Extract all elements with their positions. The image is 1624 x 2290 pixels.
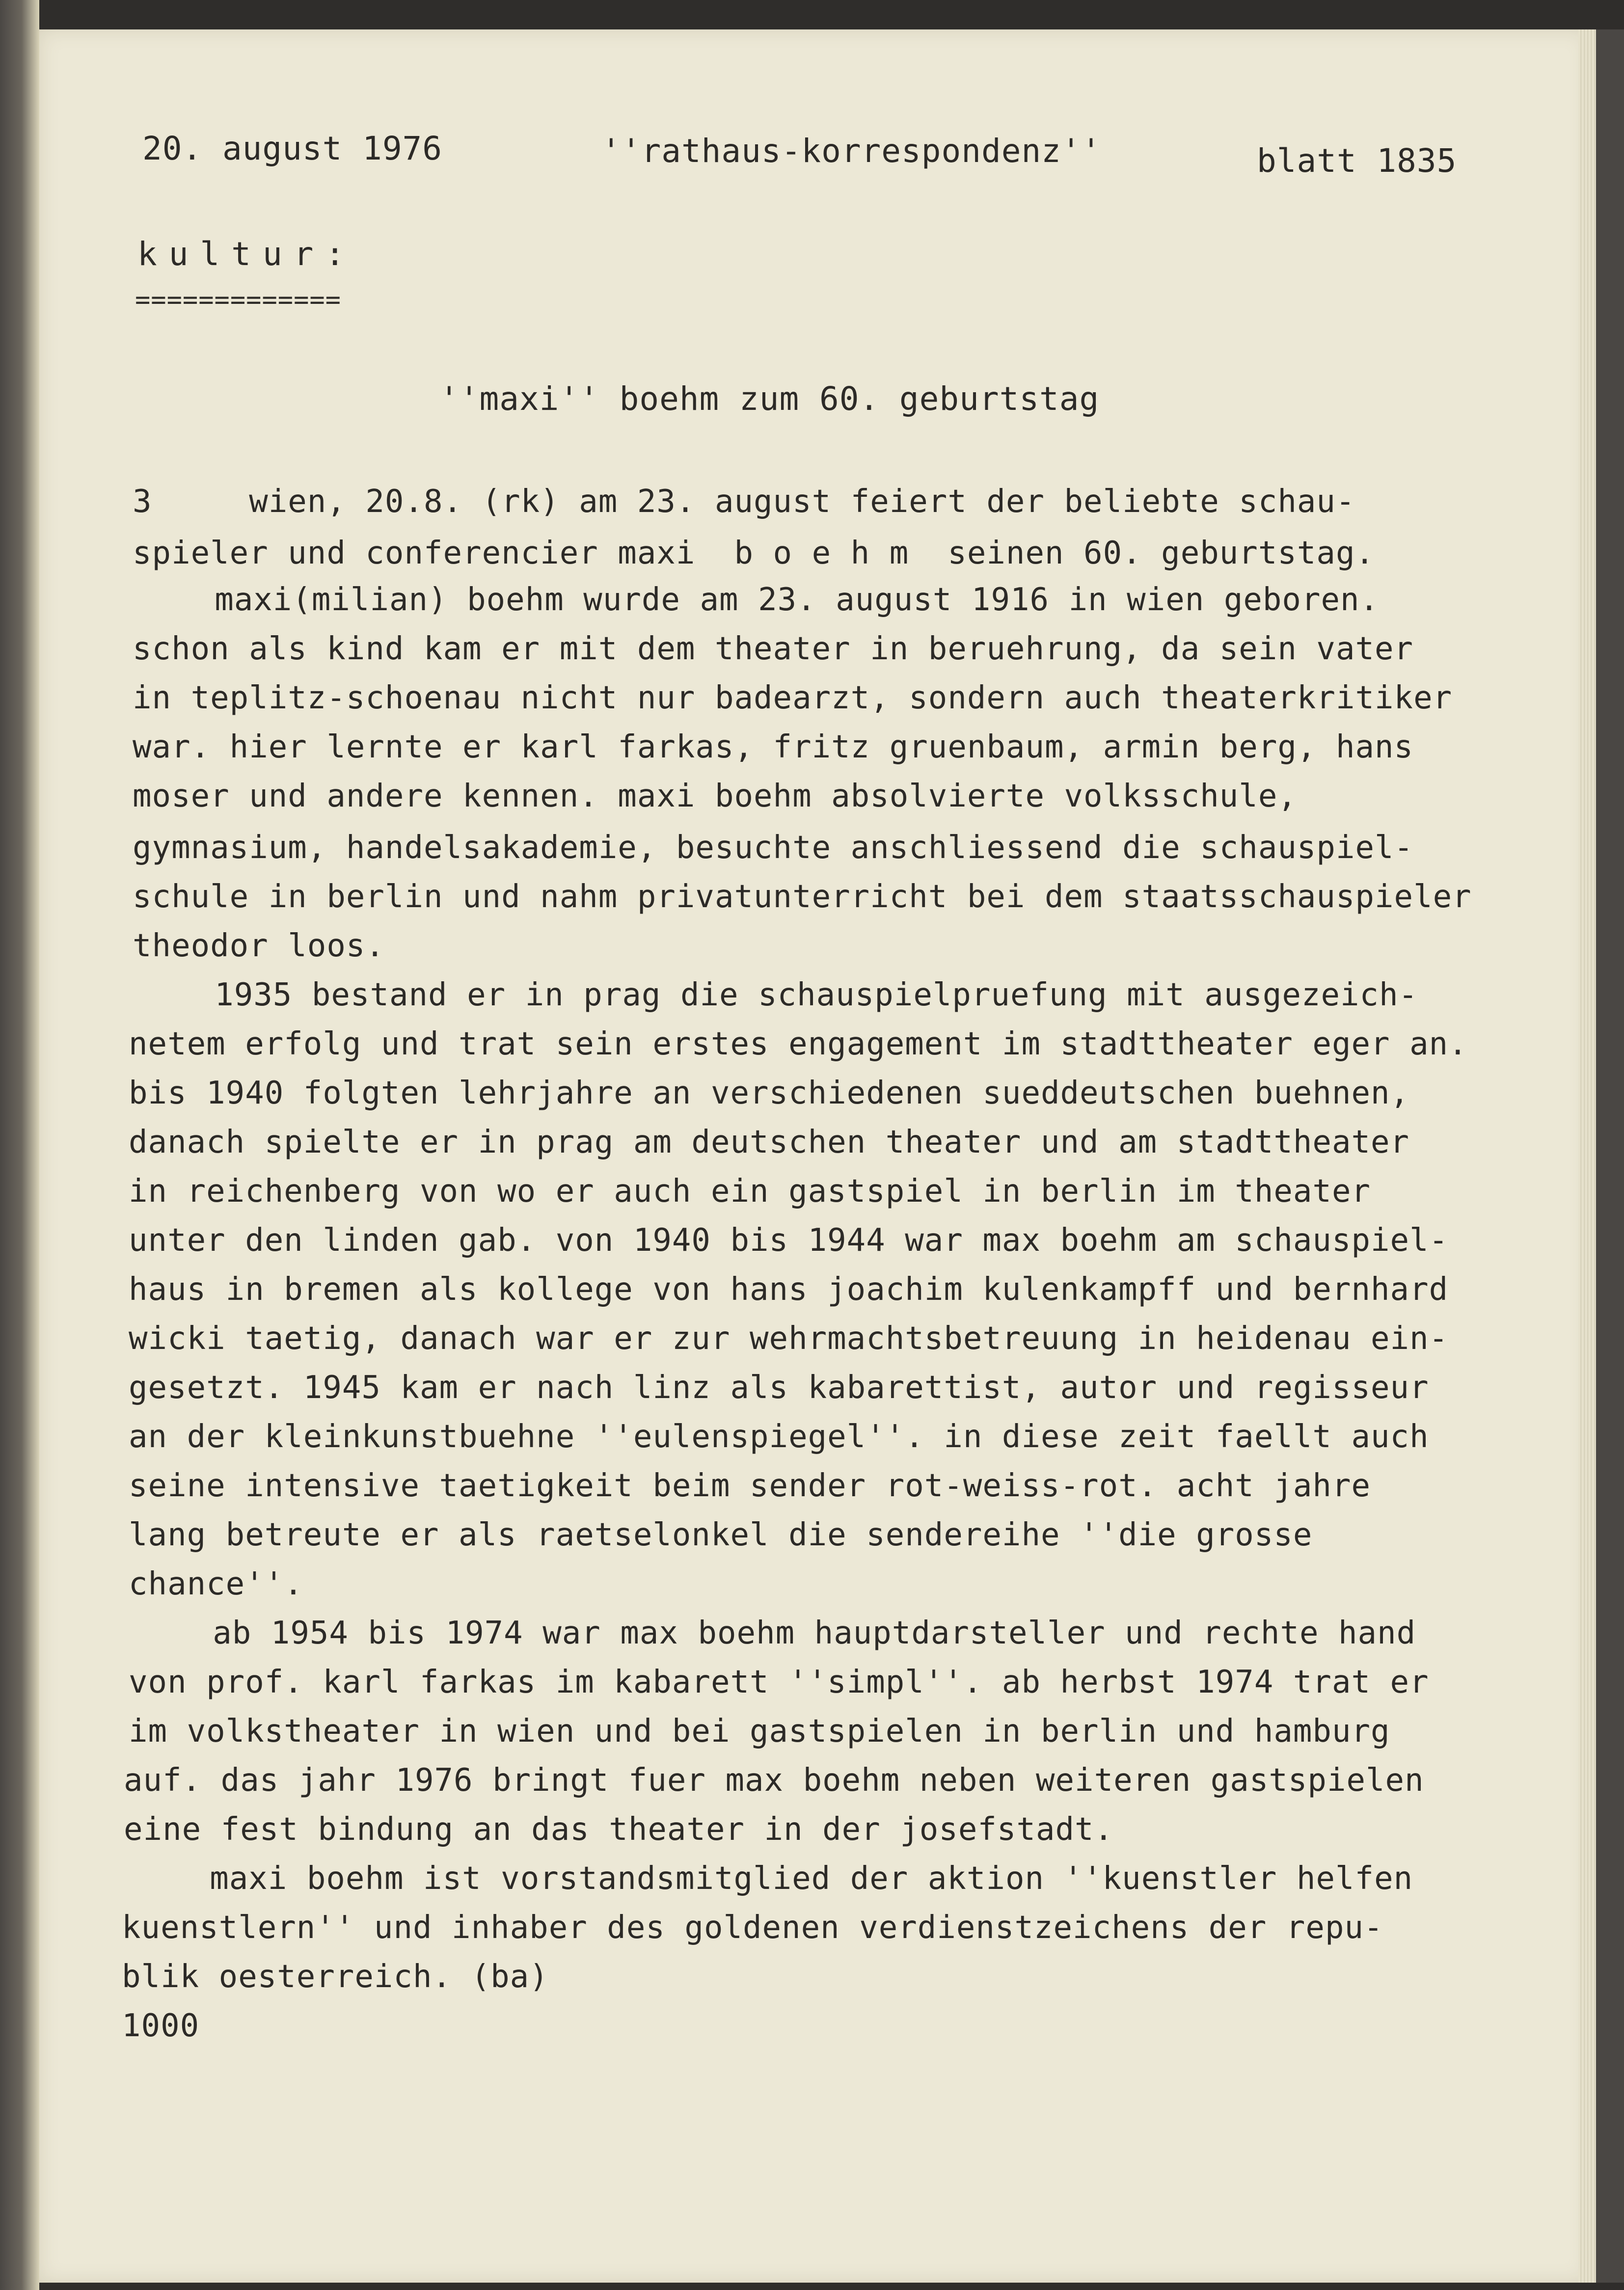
section-label: kultur:	[137, 235, 357, 273]
body-line: eine fest bindung an das theater in der josefstadt.	[124, 1811, 1114, 1848]
body-line: auf. das jahr 1976 bringt fuer max boehm neben weiteren gastspielen	[124, 1762, 1424, 1799]
body-line: war. hier lernte er karl farkas, fritz gruenbaum, armin berg, hans	[133, 729, 1414, 765]
body-line: blik oesterreich. (ba)	[122, 1959, 549, 1995]
article-headline: ''maxi'' boehm zum 60. geburtstag	[439, 380, 1100, 418]
section-underline: =============	[135, 285, 341, 315]
binding-edge	[1596, 29, 1624, 2283]
body-line: wicki taetig, danach war er zur wehrmachtsbetreuung in heidenau ein-	[129, 1320, 1449, 1357]
body-line: bis 1940 folgten lehrjahre an verschiedenen sueddeutschen buehnen,	[129, 1075, 1410, 1111]
body-line: chance''.	[129, 1566, 303, 1602]
body-line: im volkstheater in wien und bei gastspielen in berlin und hamburg	[129, 1713, 1390, 1750]
body-line: 1935 bestand er in prag die schauspielpruefung mit ausgezeich-	[98, 977, 1418, 1013]
footer-code: 1000	[122, 2008, 200, 2044]
body-line: spieler und conferencier maxi b o e h m seinen 60. geburtstag.	[133, 535, 1375, 571]
body-line: von prof. karl farkas im kabarett ''simpl''. ab herbst 1974 trat er	[129, 1664, 1429, 1700]
body-line: ab 1954 bis 1974 war max boehm hauptdarsteller und rechte hand	[96, 1615, 1416, 1651]
body-line: in reichenberg von wo er auch ein gastspiel in berlin im theater	[129, 1173, 1371, 1210]
body-line: seine intensive taetigkeit beim sender rot-weiss-rot. acht jahre	[129, 1468, 1371, 1504]
body-line: lang betreute er als raetselonkel die sendereihe ''die grosse	[129, 1517, 1313, 1553]
body-line: maxi(milian) boehm wurde am 23. august 1916 in wien geboren.	[98, 582, 1380, 618]
body-line: haus in bremen als kollege von hans joachim kulenkampff und bernhard	[129, 1271, 1449, 1308]
body-line: theodor loos.	[133, 928, 385, 964]
body-line: schule in berlin und nahm privatunterricht bei dem staatsschauspieler	[133, 879, 1472, 915]
body-line: in teplitz-schoenau nicht nur badearzt, sondern auch theaterkritiker	[133, 680, 1453, 716]
facing-page-edge	[0, 0, 39, 2290]
body-line: netem erfolg und trat sein erstes engagement im stadttheater eger an.	[129, 1026, 1468, 1062]
header-date: 20. august 1976	[142, 130, 443, 167]
body-line: 3 wien, 20.8. (rk) am 23. august feiert der beliebte schau-	[133, 484, 1355, 520]
body-line: schon als kind kam er mit dem theater in beruehrung, da sein vater	[133, 631, 1414, 667]
page-stack-edge	[1578, 29, 1596, 2283]
body-line: gymnasium, handelsakademie, besuchte anschliessend die schauspiel-	[133, 830, 1414, 866]
body-line: maxi boehm ist vorstandsmitglied der aktion ''kuenstler helfen	[93, 1860, 1413, 1897]
body-line: an der kleinkunstbuehne ''eulenspiegel''. in diese zeit faellt auch	[129, 1419, 1429, 1455]
body-line: unter den linden gab. von 1940 bis 1944 war max boehm am schauspiel-	[129, 1222, 1449, 1259]
header-sheet-number: blatt 1835	[1257, 142, 1457, 180]
body-line: danach spielte er in prag am deutschen theater und am stadttheater	[129, 1124, 1410, 1160]
body-line: kuenstlern'' und inhaber des goldenen verdienstzeichens der repu-	[122, 1910, 1383, 1946]
body-line: moser und andere kennen. maxi boehm absolvierte volksschule,	[133, 778, 1297, 814]
body-line: gesetzt. 1945 kam er nach linz als kabarettist, autor und regisseur	[129, 1370, 1429, 1406]
header-source: ''rathaus-korrespondenz''	[601, 132, 1102, 170]
